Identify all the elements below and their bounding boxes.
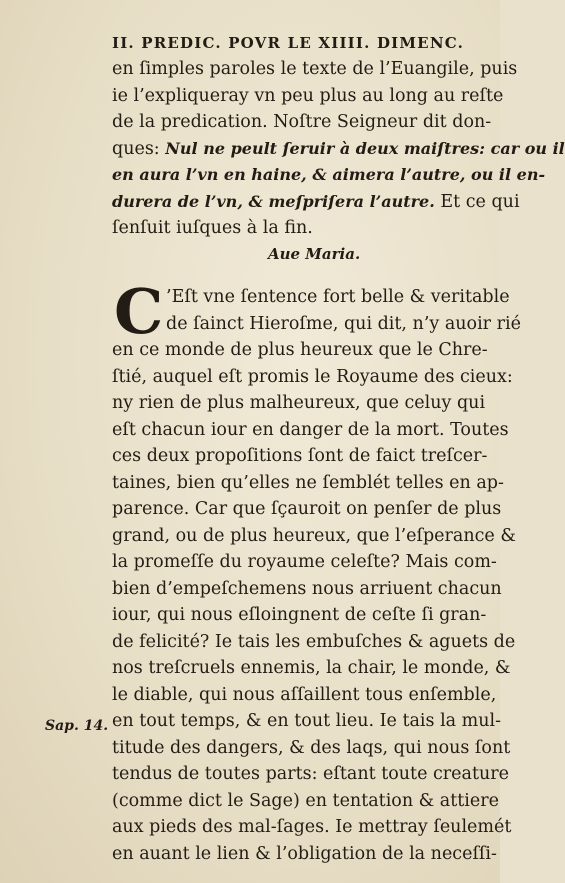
text-line: grand, ou de plus heureux, que l’eſperance &: [112, 525, 516, 546]
text-line: [112, 162, 546, 189]
italic-text: Nul ne peult ſeruir à deux maiſtres: car ou il: [165, 138, 565, 158]
drop-cap: C: [114, 275, 164, 348]
text-line: titude des dangers, & des laqs, qui nous ſont: [112, 737, 511, 758]
running-head: II. PREDIC. POVR LE XIIII. DIMENC.: [112, 34, 465, 52]
text-line: ſtié, auquel eſt promis le Royaume des cieux:: [112, 366, 513, 387]
text-line: le diable, qui nous aſſaillent tous enſemble,: [112, 684, 497, 705]
italic-text: durera de l’vn, & meſpriſera l’autre.: [112, 191, 435, 211]
text-line: tendus de toutes parts: eſtant toute creature: [112, 764, 509, 784]
text-line: taines, bien qu’elles ne ſemblét telles en ap-: [112, 472, 504, 493]
text-line: ny rien de plus malheureux, que celuy qui: [112, 393, 486, 413]
text-line: [112, 83, 504, 110]
text-line: bien d’empeſchemens nous arriuent chacun: [112, 578, 502, 599]
text-line: parence. Car que ſçauroit on penſer de plus: [112, 499, 502, 519]
text-run: Et ce qui: [434, 191, 520, 212]
ave-maria-heading: Aue Maria.: [268, 245, 361, 263]
text-run: ie l’expliqueray vn peu plus au long au reſte: [112, 85, 504, 106]
text-line: en tout temps, & en tout lieu. Ie tais la mul-: [112, 711, 502, 731]
text-line: ’Eſt vne ſentence fort belle & veritable: [166, 287, 510, 307]
text-line: [112, 215, 482, 242]
text-line: [112, 56, 518, 83]
text-line: eſt chacun iour en danger de la mort. Toutes: [112, 419, 509, 440]
italic-text: en aura l’vn en haine, & aimera l’autre, ou il en-: [112, 165, 546, 184]
text-line: [112, 189, 520, 216]
text-run: ſenſuit iuſques à la fin.: [112, 218, 313, 238]
text-line: iour, qui nous eſloingnent de ceſte ſi gran-: [112, 605, 487, 625]
text-run: en ſimples paroles le texte de l’Euangile, puis: [112, 59, 518, 79]
text-line: aux pieds des mal-ſages. Ie mettray ſeulemét: [112, 817, 512, 837]
text-line: nos treſcruels ennemis, la chair, le monde, &: [112, 658, 511, 678]
intro-paragraph: [112, 56, 565, 242]
text-line: en ce monde de plus heureux que le Chre-: [112, 340, 488, 360]
margin-note: Sap. 14.: [45, 718, 109, 734]
text-line: (comme dict le Sage) en tentation & attiere: [112, 790, 499, 811]
text-run: de la predication. Noſtre Seigneur dit don-: [112, 112, 492, 132]
text-line: ces deux propoſitions ſont de faict treſcer-: [112, 446, 488, 466]
text-line: la promeſſe du royaume celeſte? Mais com-: [112, 552, 497, 572]
sermon-body: [112, 275, 521, 867]
text-line: [112, 109, 492, 136]
text-line: en auant le lien & l’obligation de la neceſſi-: [112, 843, 497, 864]
text-line: de ſainct Hieroſme, qui dit, n’y auoir rié: [166, 313, 521, 334]
text-line: [112, 136, 565, 163]
text-line: de felicité? Ie tais les embuſches & aguets de: [112, 631, 516, 652]
text-run: ques:: [112, 138, 166, 159]
